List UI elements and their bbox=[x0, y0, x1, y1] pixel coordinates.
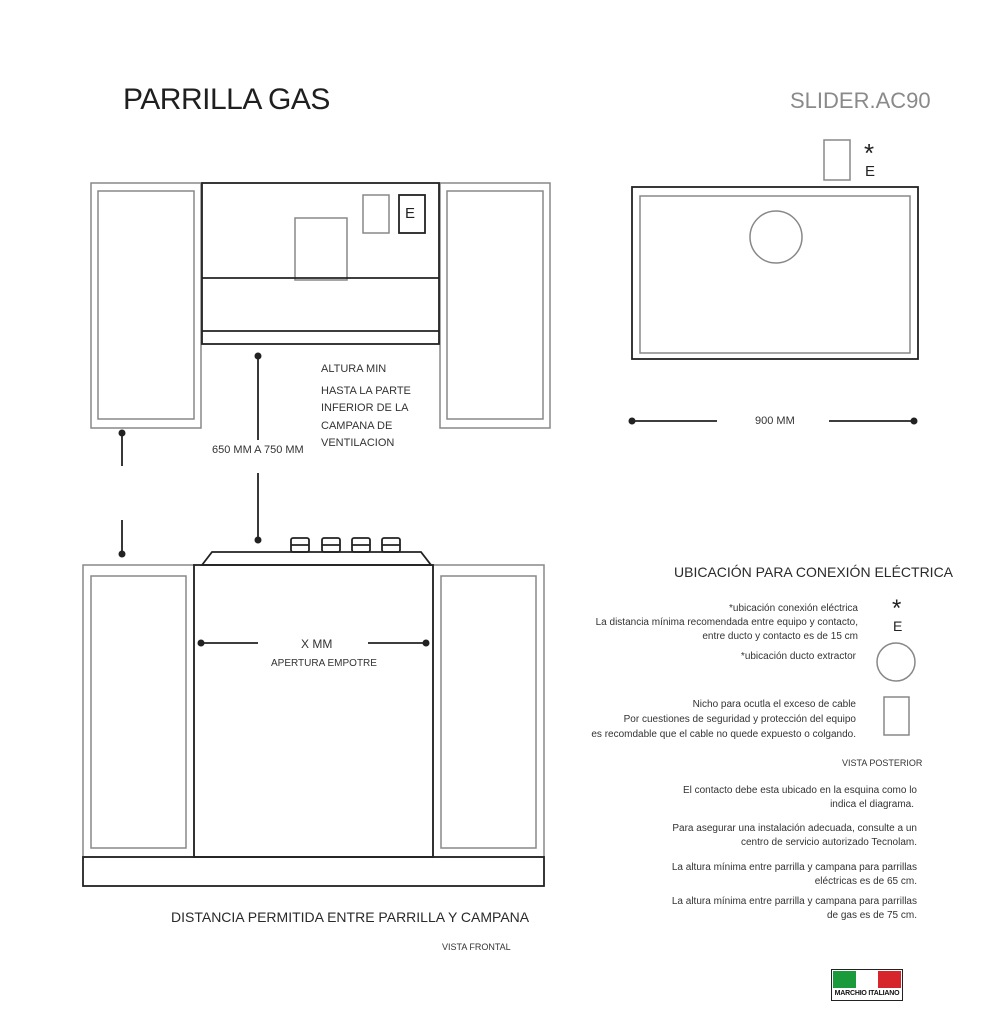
note-line: La altura mínima entre parrilla y campana para parrillas bbox=[671, 862, 917, 873]
note-1 bbox=[683, 784, 917, 812]
note-line: indica el diagrama. bbox=[830, 799, 914, 810]
cooktop bbox=[202, 552, 431, 565]
lower-left-cabinet-door bbox=[91, 576, 186, 848]
connection-line: La distancia mínima recomendada entre equipo y contacto, bbox=[595, 617, 858, 628]
opening-label: APERTURA EMPOTRE bbox=[271, 658, 377, 669]
upper-right-cabinet-door bbox=[447, 191, 543, 419]
italian-flag bbox=[833, 971, 901, 988]
model-name: SLIDER.AC90 bbox=[790, 88, 931, 113]
note-line: La altura mínima entre parrilla y campana para parrillas bbox=[671, 896, 917, 907]
marchio-italiano-badge bbox=[831, 969, 903, 1001]
rear-cooktop-inner bbox=[640, 196, 910, 353]
rear-view-label: VISTA POSTERIOR bbox=[842, 758, 923, 768]
rear-outlet bbox=[824, 140, 850, 180]
flag-white bbox=[856, 971, 879, 988]
niche-line: es recomdable que el cable no quede expuesto o colgando. bbox=[591, 729, 856, 740]
hood-socket bbox=[363, 195, 389, 233]
hood-e-label: E bbox=[405, 205, 416, 222]
upper-right-cabinet bbox=[440, 183, 550, 428]
height-label bbox=[321, 361, 411, 453]
note-line: El contacto debe esta ubicado en la esquina como lo bbox=[682, 785, 917, 796]
badge-label: MARCHIO ITALIANO bbox=[834, 990, 900, 997]
knobs bbox=[291, 538, 400, 552]
note-2 bbox=[672, 822, 917, 850]
plinth bbox=[83, 857, 544, 886]
hood-body bbox=[202, 183, 439, 344]
wall-duct bbox=[295, 218, 347, 280]
rear-width: 900 MM bbox=[755, 415, 795, 427]
page-title: PARRILLA GAS bbox=[123, 83, 330, 116]
legend-asterisk: * bbox=[892, 595, 902, 622]
rear-asterisk: * bbox=[864, 138, 875, 168]
rear-cooktop-outer bbox=[632, 187, 918, 359]
electrical-heading: UBICACIÓN PARA CONEXIÓN ELÉCTRICA bbox=[674, 564, 954, 580]
duct-note: *ubicación ducto extractor bbox=[740, 651, 856, 662]
connection-line: entre ducto y contacto es de 15 cm bbox=[702, 631, 858, 642]
niche-line: Nicho para ocutla el exceso de cable bbox=[692, 699, 856, 710]
note-line: centro de servicio autorizado Tecnolam. bbox=[740, 837, 917, 848]
rear-duct-circle bbox=[750, 211, 802, 263]
note-line: Para asegurar una instalación adecuada, consulte a un bbox=[672, 823, 917, 834]
opening-width: X MM bbox=[301, 637, 333, 651]
lower-left-cabinet bbox=[83, 565, 194, 857]
opening-cabinet bbox=[194, 565, 433, 857]
height-range: 650 MM A 750 MM bbox=[212, 444, 304, 456]
niche-symbol bbox=[884, 697, 909, 735]
duct-symbol bbox=[877, 643, 915, 681]
rear-e-label: E bbox=[865, 163, 876, 180]
flag-green bbox=[833, 971, 856, 988]
niche-line: Por cuestiones de seguridad y protección del equipo bbox=[623, 714, 856, 725]
note-3 bbox=[672, 861, 917, 889]
note-line: de gas es de 75 cm. bbox=[826, 910, 917, 921]
height-label-line: VENTILACION bbox=[321, 437, 395, 449]
legend-e: E bbox=[893, 618, 903, 634]
upper-left-cabinet-door bbox=[98, 191, 194, 419]
lower-right-cabinet-door bbox=[441, 576, 536, 848]
niche-note bbox=[591, 697, 856, 742]
flag-red bbox=[878, 971, 901, 988]
note-line: eléctricas es de 65 cm. bbox=[814, 876, 917, 887]
connection-line: *ubicación conexión eléctrica bbox=[729, 603, 858, 614]
connection-note bbox=[596, 602, 858, 644]
lower-right-cabinet bbox=[433, 565, 544, 857]
front-caption: DISTANCIA PERMITIDA ENTRE PARRILLA Y CAMPANA bbox=[171, 909, 530, 925]
note-4 bbox=[672, 895, 917, 923]
upper-left-cabinet bbox=[91, 183, 201, 428]
height-label-line: HASTA LA PARTE bbox=[321, 384, 411, 397]
height-label-line: ALTURA MIN bbox=[321, 363, 387, 375]
front-view-label: VISTA FRONTAL bbox=[442, 942, 511, 952]
height-label-line: INFERIOR DE LA bbox=[321, 402, 409, 414]
height-label-line: CAMPANA DE bbox=[321, 419, 393, 432]
